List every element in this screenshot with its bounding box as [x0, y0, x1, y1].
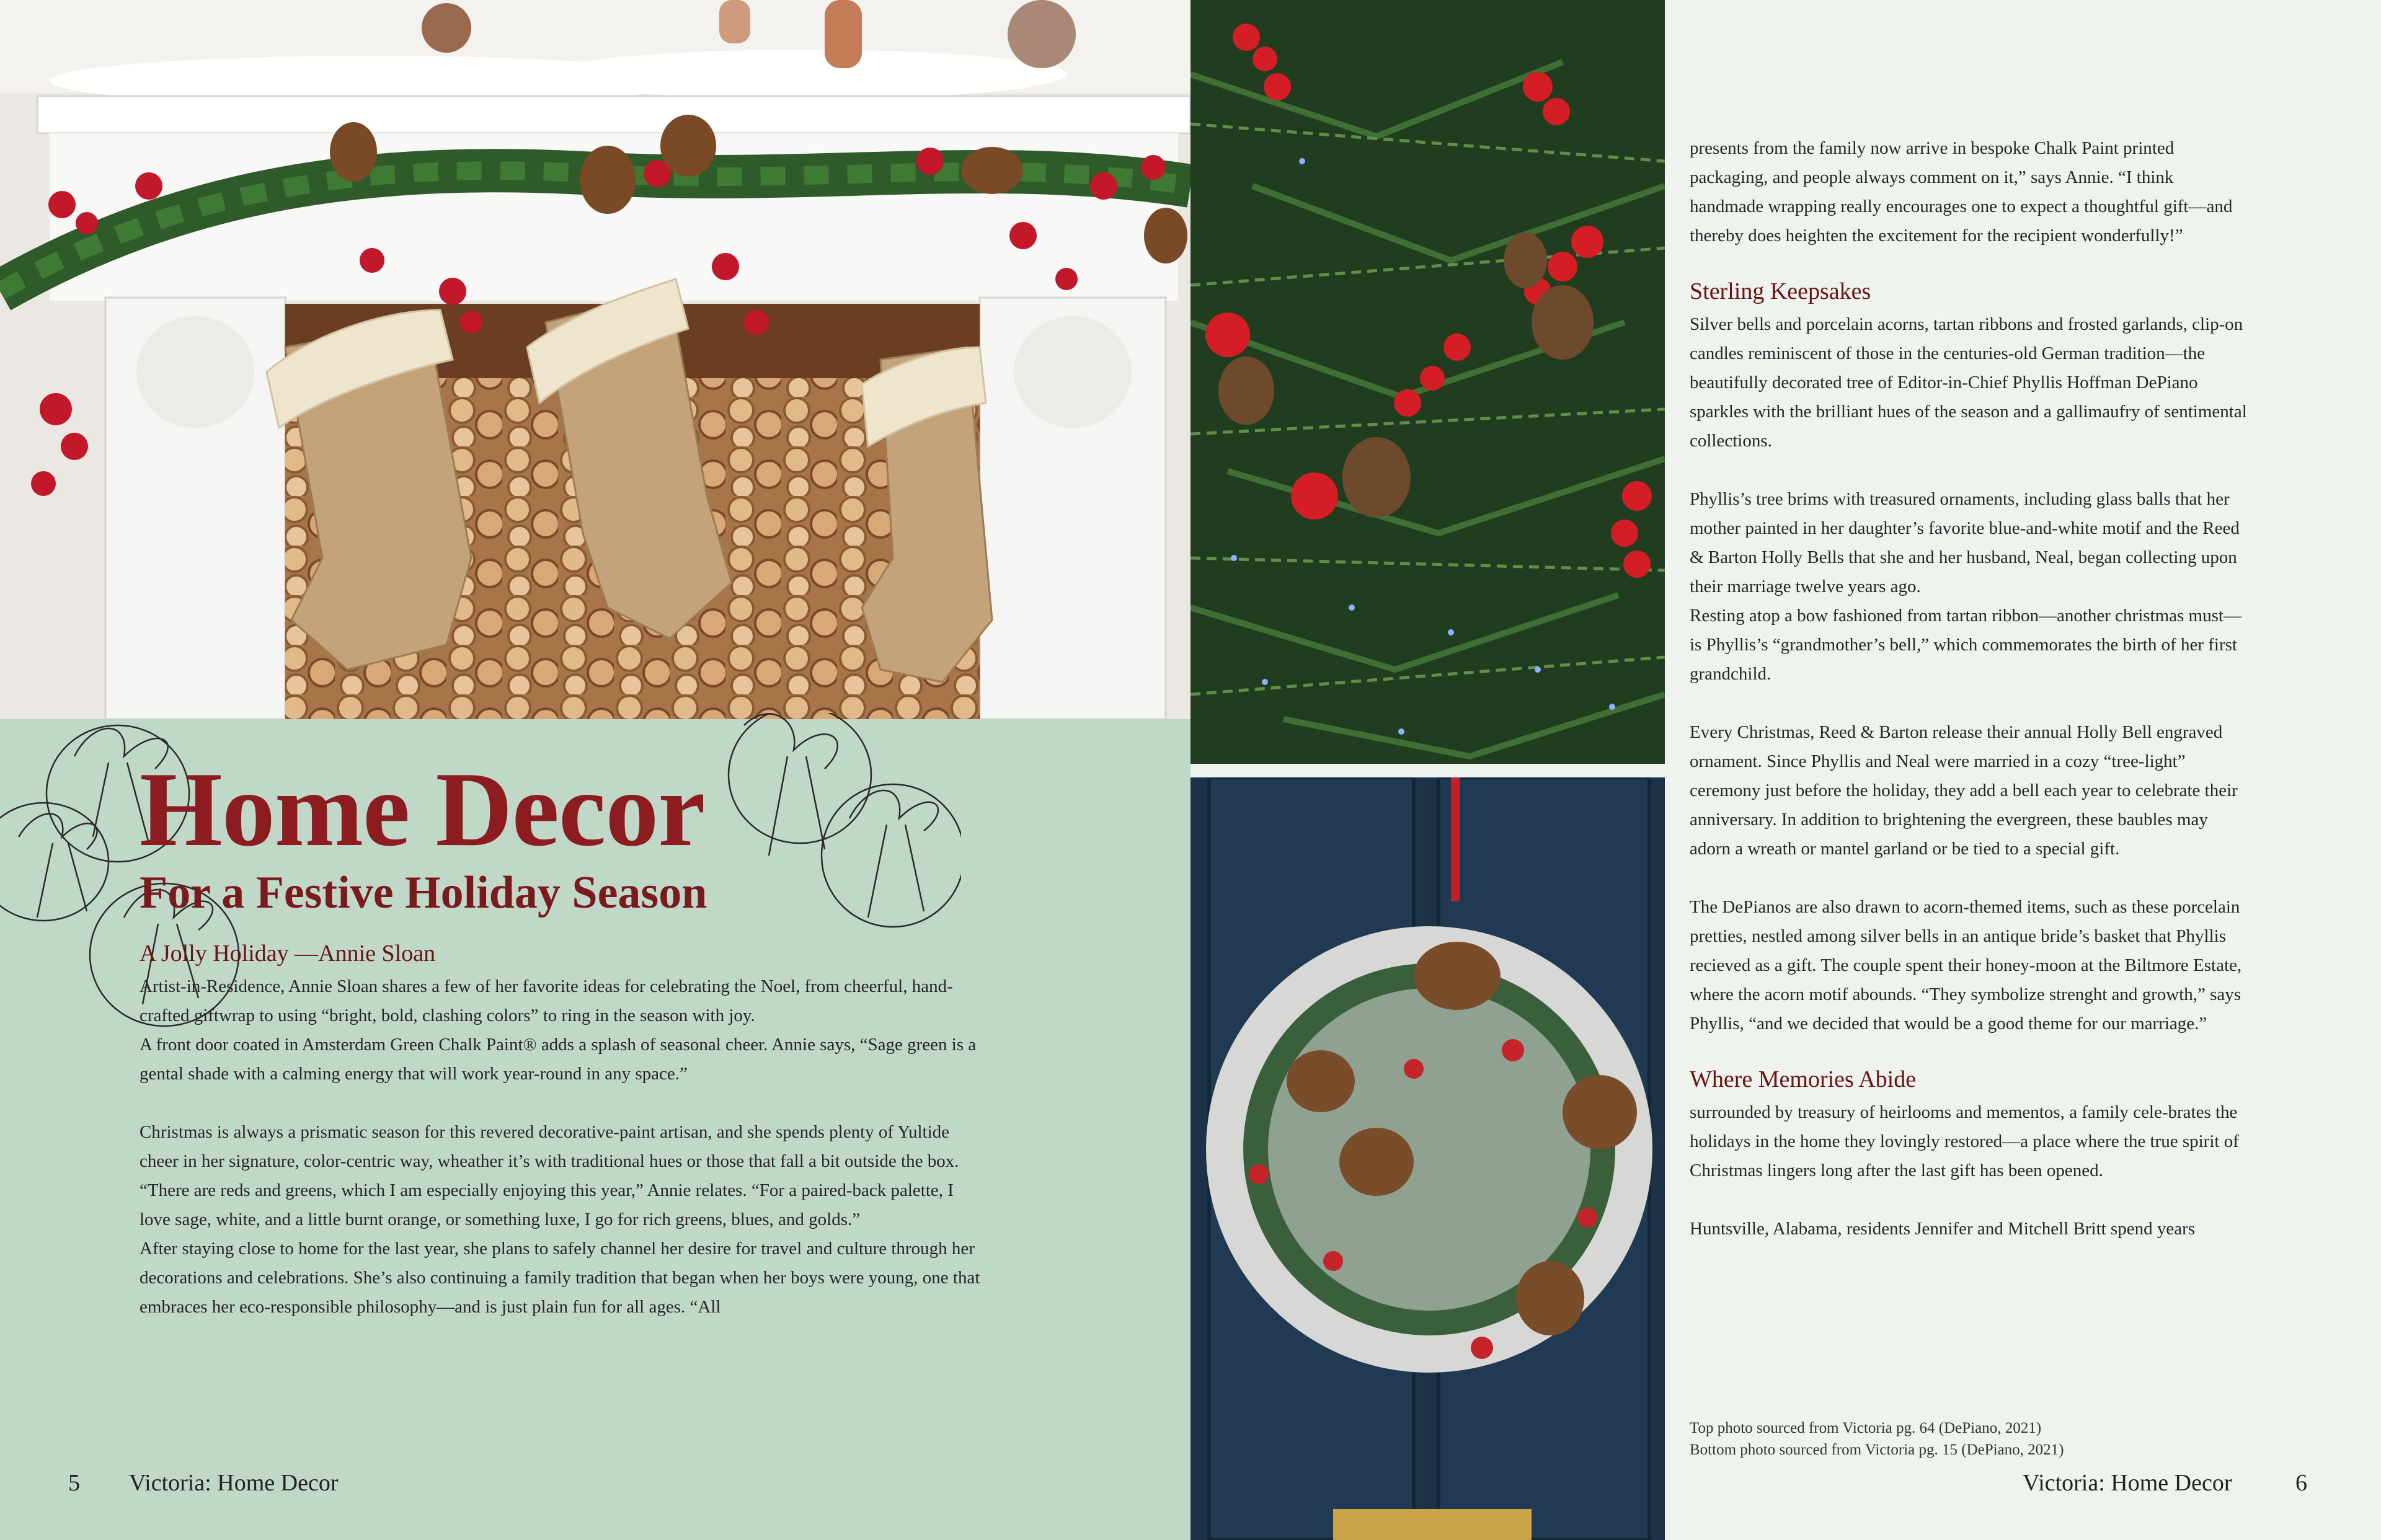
paragraph-spacer — [1690, 689, 2248, 718]
section-heading-sterling-keepsakes: Sterling Keepsakes — [1690, 278, 1871, 304]
paragraph: The DePianos are also drawn to acorn-themed items, such as these porcelain pretties, nestled among silver bells in an antique bride’s basket that Phyllis recieved as a gift. The couple spent their honey-moon at the Biltmore Estate, where the acorn motif abounds. “They symbolize strenght and growth,” says Phyllis, “and we decided that would be a good theme for our marriage.” — [1690, 897, 2242, 1033]
paragraph-spacer — [1690, 864, 2248, 893]
paragraph-spacer — [1690, 456, 2248, 485]
article-column-right — [1690, 134, 2248, 1244]
paragraph: Phyllis’s tree brims with treasured ornaments, including glass balls that her mother painted in her daughter’s favorite blue-and-white motif and the Reed & Barton Holly Bells that she and her husband, Neal, began collecting upon their marriage twelve years ago. — [1690, 489, 2240, 596]
paragraph: Silver bells and porcelain acorns, tartan ribbons and frosted garlands, clip-on candles reminiscent of those in the centuries-old German tradition—the beautifully decorated tree of Editor-in-Chief Phyllis Hoffman DePiano sparkles with the brilliant hues of the season and a gallimaufry of sentimental collections. — [1690, 314, 2247, 451]
page-number-right: 6 — [2295, 1470, 2307, 1496]
page-title: Home Decor — [140, 751, 705, 869]
paragraph: A front door coated in Amsterdam Green Chalk Paint® adds a splash of seasonal cheer. Annie says, “Sage green is a gental shade with a calming energy that will work year-round in any space.” — [140, 1035, 977, 1084]
paragraph: Every Christmas, Reed & Barton release their annual Holly Bell engraved ornament. Since Phyllis and Neal were married in a cozy “tree-light” ceremony just before the holiday, they add a bell each year to celebrate their anniversary. In addition to brightening the evergreen, these baubles may adorn a wreath or mantel garland or be tied to a special gift. — [1690, 722, 2238, 859]
paragraph-spacer — [1690, 1185, 2248, 1215]
page-subtitle: For a Festive Holiday Season — [140, 867, 707, 918]
photo-christmas-tree — [1190, 0, 1665, 764]
photo-credit-bottom: Bottom photo sourced from Victoria pg. 15 (DePiano, 2021) — [1690, 1441, 2064, 1458]
title-block — [140, 751, 1070, 918]
photo-credits — [1690, 1417, 2248, 1461]
running-title-right: Victoria: Home Decor — [2023, 1470, 2232, 1496]
christmas-tree-illustration — [1190, 0, 1665, 764]
photo-divider — [1190, 764, 1665, 777]
section-heading-jolly-holiday: A Jolly Holiday —Annie Sloan — [140, 940, 436, 967]
left-page — [0, 0, 1190, 1540]
paragraph: Artist-in-Residence, Annie Sloan shares a few of her favorite ideas for celebrating the Noel, from cheerful, hand-crafted giftwrap to using “bright, bold, clashing colors” to ring in the season with joy. — [140, 976, 953, 1025]
paragraph: After staying close to home for the last year, she plans to safely channel her desire for travel and culture through her decorations and celebrations. She’s also continuing a family tradition that began when her boys were young, one that embraces her eco-responsible philosophy—and is just plain fun for all ages. “All — [140, 1239, 980, 1317]
photo-wreath-door — [1190, 777, 1665, 1540]
paragraph: presents from the family now arrive in bespoke Chalk Paint printed packaging, and people always comment on it,” says Annie. “I think handmade wrapping really encourages one to expect a thoughtful gift—and thereby does heighten the excitement for the recipient wonderfully!” — [1690, 138, 2233, 246]
wreath-illustration — [1190, 777, 1665, 1540]
page-number-left: 5 — [68, 1470, 80, 1496]
paragraph: Christmas is always a prismatic season for this revered decorative-paint artisan, and she spends plenty of Yultide cheer in her signature, color-centric way, wheather it’s with traditional hues or those that fall a bit outside the box. “There are reds and greens, which I am especially enjoying this year,” Annie relates. “For a paired-back palette, I love sage, white, and a little burnt orange, or something luxe, I go for rich greens, blues, and golds.” — [140, 1122, 959, 1229]
fireplace-illustration — [0, 0, 1190, 719]
paragraph-spacer — [140, 1089, 989, 1118]
paragraph: surrounded by treasury of heirlooms and mementos, a family cele-brates the holidays in the home they lovingly restored—a place where the true spirit of Christmas lingers long after the last gift has been opened. — [1690, 1102, 2239, 1180]
photo-credit-top: Top photo sourced from Victoria pg. 64 (DePiano, 2021) — [1690, 1420, 2042, 1436]
paragraph: Huntsville, Alabama, residents Jennifer and Mitchell Britt spend years — [1690, 1219, 2196, 1239]
running-title-left: Victoria: Home Decor — [129, 1470, 339, 1496]
paragraph: Resting atop a bow fashioned from tartan ribbon—another christmas must—is Phyllis’s “grandmother’s bell,” which commemorates the birth of her first grandchild. — [1690, 606, 2241, 684]
section-heading-where-memories-abide: Where Memories Abide — [1690, 1066, 1917, 1092]
article-column-left — [140, 937, 989, 1322]
photo-fireplace-stockings — [0, 0, 1190, 719]
